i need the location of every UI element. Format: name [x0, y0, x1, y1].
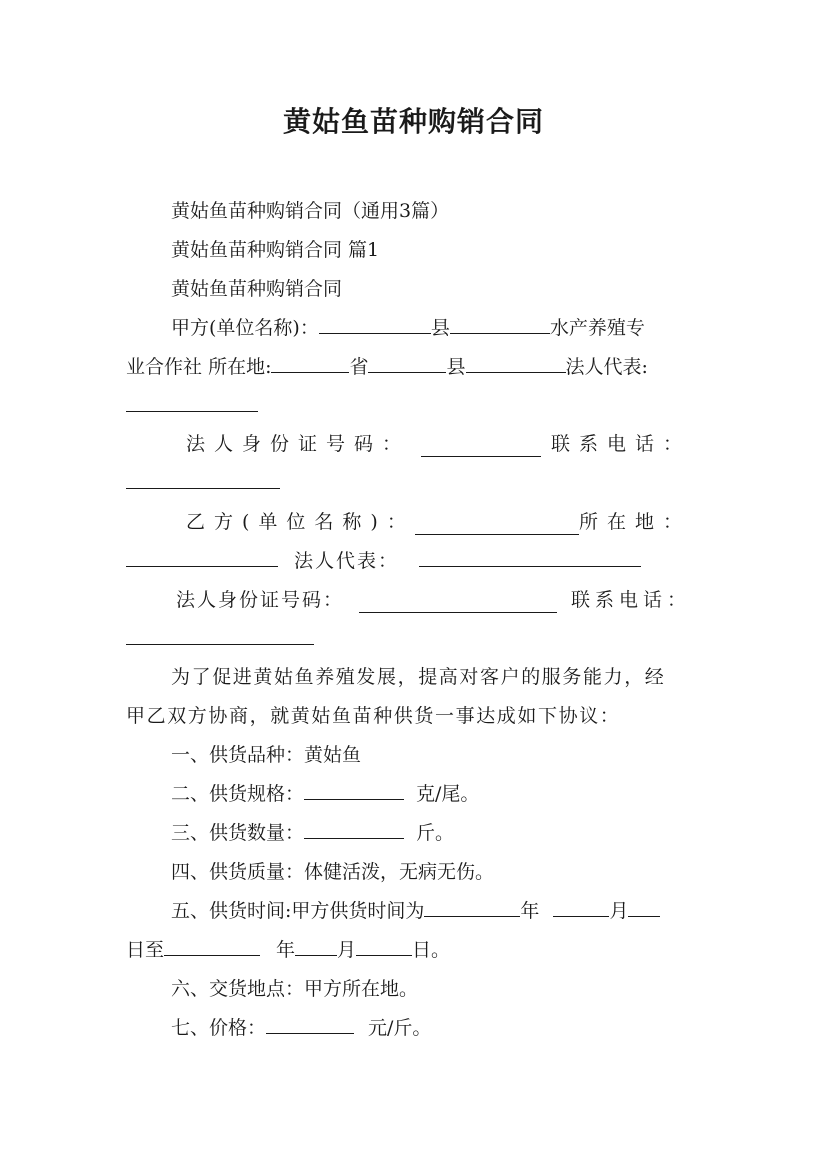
- clause-1: 一、供货品种：黄姑鱼: [171, 744, 362, 766]
- blank-field[interactable]: [126, 548, 278, 567]
- month-label: 月: [609, 900, 629, 922]
- clause-7: [171, 1015, 431, 1041]
- blank-field[interactable]: [415, 516, 579, 535]
- province-label: 省: [349, 356, 369, 378]
- clause-5-text: 甲方供货时间为: [291, 900, 425, 922]
- blank-field[interactable]: [126, 626, 314, 645]
- party-a-id-line: [186, 431, 691, 457]
- party-a-phone-blank: [126, 470, 280, 496]
- id-label: 法人身份证号码：: [176, 589, 345, 611]
- document-title: 黄姑鱼苗种购销合同: [282, 105, 544, 138]
- day-to-label: 日至: [126, 939, 165, 961]
- blank-field[interactable]: [126, 393, 258, 412]
- clause-3: [171, 820, 454, 846]
- blank-field[interactable]: [319, 315, 431, 334]
- blank-field[interactable]: [304, 820, 404, 839]
- coop-text: 水产养殖专: [549, 317, 645, 339]
- blank-field[interactable]: [628, 898, 660, 917]
- coop-text-cont: 业合作社: [126, 356, 203, 378]
- month-label: 月: [337, 939, 357, 961]
- county-label: 县: [430, 317, 450, 339]
- blank-field[interactable]: [359, 594, 557, 613]
- party-b-line-1: [186, 509, 691, 535]
- blank-field[interactable]: [368, 354, 446, 373]
- clause-4: 四、供货质量：体健活泼，无病无伤。: [171, 861, 495, 883]
- subtitle-part: 黄姑鱼苗种购销合同 篇1: [171, 239, 380, 261]
- subtitle-collection: 黄姑鱼苗种购销合同（通用3篇）: [171, 200, 450, 222]
- clause-7-unit: 元/斤。: [368, 1017, 432, 1039]
- party-b-line-2: [126, 548, 641, 574]
- blank-field[interactable]: [271, 354, 349, 373]
- legal-rep-label: 法人代表:: [565, 356, 648, 378]
- phone-label: 联系电话：: [570, 589, 691, 611]
- clause-2-unit: 克/尾。: [416, 783, 480, 805]
- blank-field[interactable]: [295, 937, 337, 956]
- legal-rep-label: 法人代表：: [294, 550, 400, 572]
- clause-6: 六、交货地点：甲方所在地。: [171, 978, 419, 1000]
- blank-field[interactable]: [419, 548, 641, 567]
- contract-heading: 黄姑鱼苗种购销合同: [171, 278, 343, 300]
- location-label: 所在地:: [208, 356, 272, 378]
- blank-field[interactable]: [164, 937, 260, 956]
- party-a-line-1: [171, 315, 645, 341]
- blank-field[interactable]: [356, 937, 412, 956]
- blank-field[interactable]: [126, 470, 280, 489]
- blank-field[interactable]: [424, 898, 520, 917]
- clause-5-line-2: [126, 937, 450, 963]
- clause-3-unit: 斤。: [416, 822, 455, 844]
- clause-3-label: 三、供货数量：: [171, 822, 305, 844]
- day-end-label: 日。: [412, 939, 451, 961]
- phone-label: 联系电话：: [550, 433, 691, 455]
- year-label: 年: [520, 900, 540, 922]
- year-label: 年: [276, 939, 296, 961]
- party-b-label: 乙方(单位名称)：: [186, 511, 415, 533]
- blank-field[interactable]: [466, 354, 566, 373]
- id-label: 法人身份证号码：: [186, 433, 411, 455]
- blank-field[interactable]: [304, 781, 404, 800]
- clause-5-label: 五、供货时间:: [171, 900, 292, 922]
- intro-line-2: 甲乙双方协商，就黄姑鱼苗种供货一事达成如下协议：: [126, 705, 621, 727]
- county-label: 县: [446, 356, 466, 378]
- blank-field[interactable]: [266, 1015, 354, 1034]
- party-a-line-3: [126, 393, 258, 419]
- clause-5-line-1: [171, 898, 660, 924]
- clause-2: [171, 781, 479, 807]
- intro-line-1: 为了促进黄姑鱼养殖发展，提高对客户的服务能力，经: [171, 666, 666, 688]
- party-b-id-line: [176, 587, 691, 613]
- clause-2-label: 二、供货规格：: [171, 783, 305, 805]
- party-a-label: 甲方(单位名称)：: [171, 317, 319, 339]
- party-a-line-2: [126, 354, 648, 380]
- clause-7-label: 七、价格：: [171, 1017, 267, 1039]
- party-b-phone-blank: [126, 626, 314, 652]
- blank-field[interactable]: [450, 315, 550, 334]
- location-label: 所在地：: [578, 511, 691, 533]
- blank-field[interactable]: [421, 438, 541, 457]
- blank-field[interactable]: [553, 898, 609, 917]
